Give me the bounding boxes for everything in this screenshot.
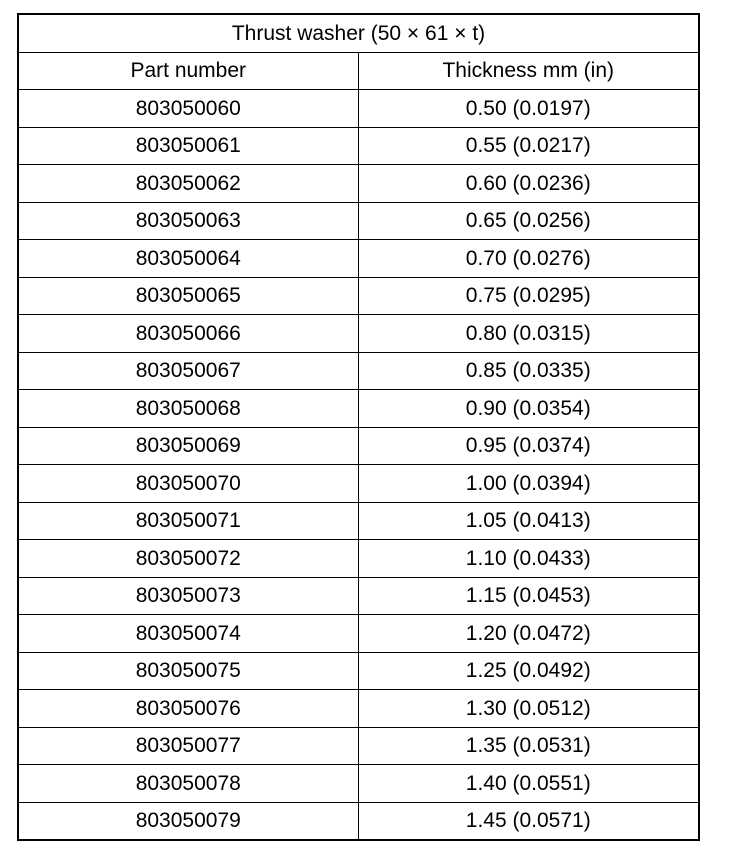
part-number-cell: 803050072 [18,540,358,578]
header-thickness: Thickness mm (in) [358,52,699,90]
table-body [18,90,699,841]
part-number-cell: 803050063 [18,202,358,240]
part-number-cell: 803050073 [18,577,358,615]
thickness-cell: 1.00 (0.0394) [358,465,699,503]
table-row [18,615,699,653]
part-number-cell: 803050064 [18,240,358,278]
thickness-cell: 0.50 (0.0197) [358,90,699,128]
part-number-cell: 803050078 [18,765,358,803]
table-row [18,127,699,165]
table-row [18,540,699,578]
thickness-cell: 0.55 (0.0217) [358,127,699,165]
part-number-cell: 803050070 [18,465,358,503]
table-row [18,765,699,803]
table-row [18,502,699,540]
table-row [18,90,699,128]
part-number-cell: 803050077 [18,727,358,765]
table-row [18,390,699,428]
part-number-cell: 803050074 [18,615,358,653]
part-number-cell: 803050061 [18,127,358,165]
part-number-cell: 803050067 [18,352,358,390]
thickness-cell: 0.90 (0.0354) [358,390,699,428]
thickness-cell: 1.35 (0.0531) [358,727,699,765]
thickness-cell: 0.60 (0.0236) [358,165,699,203]
part-number-cell: 803050062 [18,165,358,203]
part-number-cell: 803050071 [18,502,358,540]
thickness-cell: 1.25 (0.0492) [358,652,699,690]
table-row [18,202,699,240]
thickness-cell: 1.05 (0.0413) [358,502,699,540]
thickness-cell: 1.10 (0.0433) [358,540,699,578]
table-row [18,727,699,765]
table-row [18,165,699,203]
table-title-row [18,14,699,52]
thickness-cell: 0.65 (0.0256) [358,202,699,240]
part-number-cell: 803050065 [18,277,358,315]
thickness-cell: 1.40 (0.0551) [358,765,699,803]
table-row [18,652,699,690]
table-row [18,240,699,278]
thickness-cell: 0.70 (0.0276) [358,240,699,278]
part-number-cell: 803050060 [18,90,358,128]
table-row [18,315,699,353]
thickness-cell: 0.95 (0.0374) [358,427,699,465]
part-number-cell: 803050075 [18,652,358,690]
part-number-cell: 803050076 [18,690,358,728]
part-number-cell: 803050069 [18,427,358,465]
thickness-cell: 0.80 (0.0315) [358,315,699,353]
thickness-cell: 1.30 (0.0512) [358,690,699,728]
thickness-cell: 0.85 (0.0335) [358,352,699,390]
table-row [18,577,699,615]
thickness-cell: 0.75 (0.0295) [358,277,699,315]
table-row [18,277,699,315]
table-row [18,465,699,503]
table-row [18,352,699,390]
part-number-cell: 803050079 [18,802,358,840]
thickness-cell: 1.45 (0.0571) [358,802,699,840]
table-row [18,690,699,728]
table-row [18,427,699,465]
header-part-number: Part number [18,52,358,90]
part-number-cell: 803050066 [18,315,358,353]
table-title: Thrust washer (50 × 61 × t) [18,14,699,52]
table-row [18,802,699,840]
thickness-cell: 1.20 (0.0472) [358,615,699,653]
table-header-row [18,52,699,90]
part-number-cell: 803050068 [18,390,358,428]
thrust-washer-table [17,13,700,841]
thickness-cell: 1.15 (0.0453) [358,577,699,615]
